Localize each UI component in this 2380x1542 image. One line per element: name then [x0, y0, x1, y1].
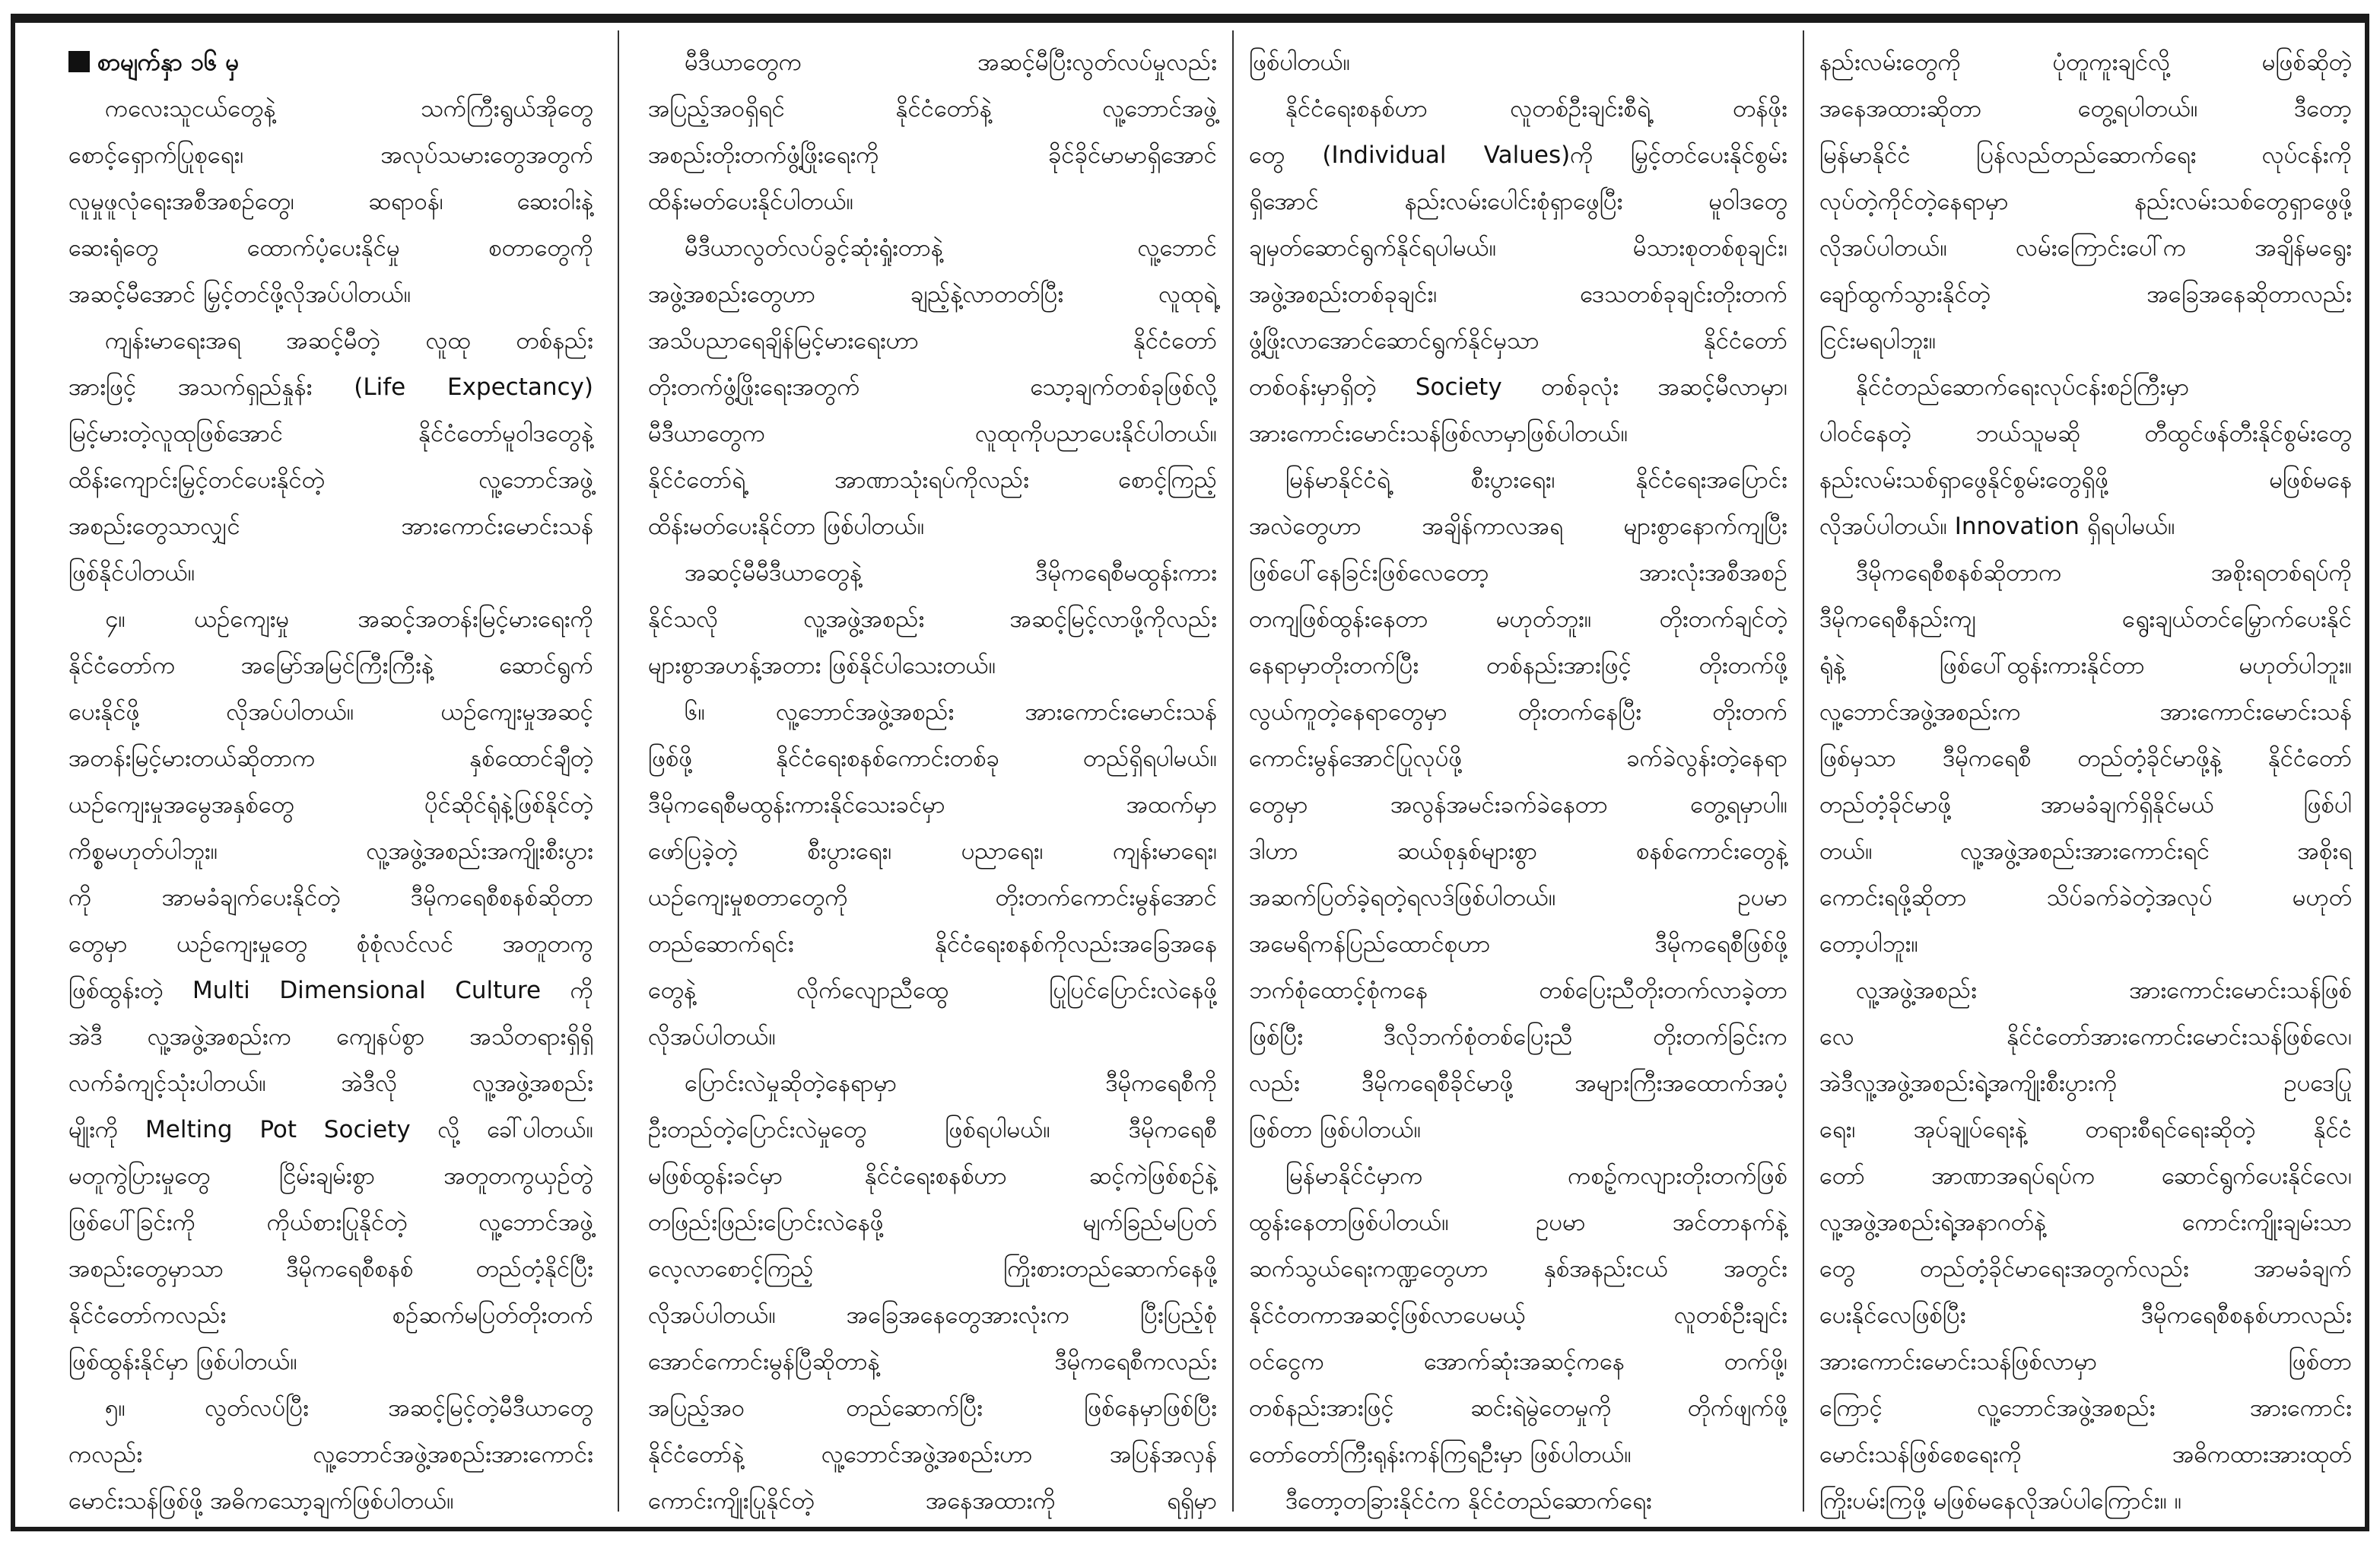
paragraph — [1249, 40, 1787, 86]
text-line: အဆင့်မီမီဒီယာတွေနဲ့ ဒီမိုကရေစီမထွန်းကား — [685, 559, 1217, 587]
text-line: မီဒီယာလွတ်လပ်ခွင့်ဆုံးရှုံးတာနဲ့ လူ့ဘောင် — [685, 234, 1217, 262]
column-divider — [1232, 30, 1234, 1512]
text-line: နည်းလမ်းတွေကို ပုံတူကူးချင်လို့ မဖြစ်ဆိုတဲ့ — [1819, 49, 2352, 76]
text-line: တွေ တည်တံ့ခိုင်မာရေးအတွက်လည်း အာမခံချက် — [1819, 1255, 2352, 1283]
continued-from-text: စာမျက်နှာ ၁၆ မှ — [97, 49, 240, 76]
text-line: ကျန်းမာရေးအရ အဆင့်မီတဲ့ လူထု တစ်နည်း — [105, 327, 593, 355]
text-line: အဲဒီ လူ့အဖွဲ့အစည်းက ကျေနပ်စွာ အသိတရားရှိရှိ — [68, 1023, 593, 1051]
text-line: ဆေးရုံတွေ ထောက်ပံ့ပေးနိုင်မှု စတာတွေကို — [68, 234, 593, 262]
text-line: ၆။ လူ့ဘောင်အဖွဲ့အစည်း အားကောင်းမောင်းသန် — [685, 698, 1217, 726]
text-line: ဘက်စုံထောင့်စုံကနေ တစ်ပြေးညီတိုးတက်လာခဲ့တာ — [1249, 977, 1787, 1004]
paragraph — [1819, 550, 2352, 968]
text-line: အဖွဲ့အစည်းတွေဟာ ချည့်နဲ့လာတတ်ပြီး လူထုရဲ့ — [648, 281, 1217, 308]
text-line: နိုင်သလို လူ့အဖွဲ့အစည်း အဆင့်မြင့်လာဖို့ကိုလည်း — [648, 606, 1217, 633]
text-line: ချော်ထွက်သွားနိုင်တဲ့ အခြေအနေဆိုတာလည်း — [1819, 281, 2352, 308]
paragraph — [648, 1060, 1217, 1525]
text-line: ယဉ်ကျေးမှုအမွေအနှစ်တွေ ပိုင်ဆိုင်ရုံနဲ့ဖြစ်နိုင်တဲ့ — [68, 791, 593, 819]
column-divider — [1803, 30, 1804, 1512]
text-line: ဖြစ်ပါတယ်။ — [1249, 49, 1351, 76]
text-line: လူ့ဘောင်အဖွဲ့အစည်းက အားကောင်းမောင်းသန် — [1819, 698, 2352, 726]
text-line: ချမှတ်ဆောင်ရွက်နိုင်ရပါမယ်။ မိသားစုတစ်စုချင်း၊ — [1249, 234, 1787, 262]
text-line: ဖြစ်ပေါ်ခြင်းကို ကိုယ်စားပြုနိုင်တဲ့ လူ့ဘောင်အဖွဲ့ — [68, 1209, 593, 1236]
text-line: ဖြစ်နိုင်ပါတယ်။ — [68, 559, 195, 587]
text-line: အဆက်ပြတ်ခဲ့ရတဲ့ရလဒ်ဖြစ်ပါတယ်။ ဥပမာ — [1249, 884, 1787, 911]
text-line: အဲဒီလူ့အဖွဲ့အစည်းရဲ့အကျိုးစီးပွားကို ဥပဒေပြု — [1819, 1070, 2352, 1097]
text-line: ဖော်ပြခဲ့တဲ့ စီးပွားရေး၊ ပညာရေး၊ ကျန်းမာရေး၊ — [648, 838, 1217, 865]
text-line: တော်တော်ကြီးရုန်းကန်ကြရဦးမှာ ဖြစ်ပါတယ်။ — [1249, 1441, 1632, 1468]
paragraph — [648, 689, 1217, 1060]
text-line: တော် အာဏာအရပ်ရပ်က ဆောင်ရွက်ပေးနိုင်လေ၊ — [1819, 1162, 2352, 1190]
text-line: ထိန်းကျောင်းမြှင့်တင်ပေးနိုင်တဲ့ လူ့ဘောင်အဖွဲ့ — [68, 466, 593, 494]
paragraph — [68, 318, 593, 596]
text-line: မြန်မာနိုင်ငံ ပြန်လည်တည်ဆောက်ရေး လုပ်ငန်းကို — [1819, 141, 2352, 169]
text-line: ယဉ်ကျေးမှုစတာတွေကို တိုးတက်ကောင်းမွန်အောင် — [648, 884, 1217, 911]
article-column-1 — [68, 40, 593, 1525]
text-line: ဖြစ်တာ ဖြစ်ပါတယ်။ — [1249, 1116, 1422, 1143]
text-line: မြန်မာနိုင်ငံမှာက ကစဉ့်ကလျားတိုးတက်ဖြစ် — [1285, 1162, 1787, 1190]
text-line: နိုင်ငံတော်နဲ့ လူ့ဘောင်အဖွဲ့အစည်းဟာ အပြန်အလှန် — [648, 1441, 1217, 1468]
text-line: ကလည်း လူ့ဘောင်အဖွဲ့အစည်းအားကောင်း — [68, 1441, 593, 1468]
text-line: တည်ဆောက်ရင်း နိုင်ငံရေးစနစ်ကိုလည်းအခြေအနေ — [648, 930, 1217, 958]
text-line: ကြိုးပမ်းကြဖို့ မဖြစ်မနေလိုအပ်ပါကြောင်း။ ။ — [1819, 1487, 2182, 1515]
text-line: အလဲတွေဟာ အချိန်ကာလအရ များစွာနောက်ကျပြီး — [1249, 513, 1787, 540]
text-line: အတန်းမြင့်မားတယ်ဆိုတာက နှစ်ထောင်ချီတဲ့ — [68, 745, 593, 772]
text-line: ဦးတည်တဲ့ပြောင်းလဲမှုတွေ ဖြစ်ရပါမယ်။ ဒီမိုကရေစီ — [648, 1116, 1217, 1143]
text-line: ဖြစ်ဖို့ နိုင်ငံရေးစနစ်ကောင်းတစ်ခု တည်ရှိရပါမယ်။ — [648, 745, 1217, 772]
paragraph — [1819, 968, 2352, 1525]
text-line: ကောင်းကျိုးပြုနိုင်တဲ့ အနေအထားကို ရရှိမှာ — [648, 1487, 1217, 1515]
text-line: မတူကွဲပြားမှုတွေ ငြိမ်းချမ်းစွာ အတူတကွယှဉ်တွဲ — [68, 1162, 593, 1190]
text-line: ဖြစ်မှသာ ဒီမိုကရေစီ တည်တံ့ခိုင်မာဖို့နဲ့ နိုင်ငံတော် — [1819, 745, 2352, 772]
text-line: လွယ်ကူတဲ့နေရာတွေမှာ တိုးတက်နေပြီး တိုးတက် — [1249, 698, 1787, 726]
text-line: မျိုးကို Melting Pot Society လို့ ခေါ်ပါတယ်။ — [68, 1116, 593, 1143]
text-line: တကျဖြစ်ထွန်းနေတာ မဟုတ်ဘူး။ တိုးတက်ချင်တဲ့ — [1249, 606, 1787, 633]
text-line: လိုအပ်ပါတယ်။ လမ်းကြောင်းပေါ်က အချိန်မရွေး — [1819, 234, 2352, 262]
text-line: အစည်းတွေမှာသာ ဒီမိုကရေစီစနစ် တည်တံ့နိုင်ပြီး — [68, 1255, 593, 1283]
text-line: ထိန်းမတ်ပေးနိုင်ပါတယ်။ — [648, 188, 854, 215]
text-line: ကောင်းရဖို့ဆိုတာ သိပ်ခက်ခဲတဲ့အလုပ် မဟုတ် — [1819, 884, 2352, 911]
text-line: မဖြစ်ထွန်းခင်မှာ နိုင်ငံရေးစနစ်ဟာ ဆင့်ကဲဖြစ်စဉ်နဲ့ — [648, 1162, 1217, 1190]
paragraph — [648, 40, 1217, 225]
text-line: ဒီတော့တခြားနိုင်ငံက နိုင်ငံတည်ဆောက်ရေး — [1285, 1487, 1652, 1515]
text-line: နိုင်ငံတော်ရဲ့ အာဏာသုံးရပ်ကိုလည်း စောင့်ကြည့် — [648, 466, 1217, 494]
text-line: မြန်မာနိုင်ငံရဲ့ စီးပွားရေး၊ နိုင်ငံရေးအပြောင်း — [1285, 466, 1787, 494]
text-line: လိုအပ်ပါတယ်။ Innovation ရှိရပါမယ်။ — [1819, 513, 2175, 540]
text-line: အားကောင်းမောင်းသန်ဖြစ်လာမှာ ဖြစ်တာ — [1819, 1348, 2352, 1375]
paragraph — [648, 550, 1217, 689]
text-line: ငြင်းမရပါဘူး။ — [1819, 327, 1937, 355]
text-line: ဝင်ငွေက အောက်ဆုံးအဆင့်ကနေ တက်ဖို့၊ — [1249, 1348, 1787, 1375]
column-divider — [618, 30, 619, 1512]
text-line: တစ်နည်းအားဖြင့် ဆင်းရဲမွဲတေမှုကို တိုက်ဖျက်ဖို့ — [1249, 1394, 1787, 1422]
text-line: လက်ခံကျင့်သုံးပါတယ်။ အဲဒီလို လူ့အဖွဲ့အစည်း — [68, 1070, 593, 1097]
text-line: နိုင်ငံတကာအဆင့်ဖြစ်လာပေမယ့် လူတစ်ဦးချင်း — [1249, 1302, 1787, 1329]
text-line: အပြည့်အဝ တည်ဆောက်ပြီး ဖြစ်နေမှာဖြစ်ပြီး — [648, 1394, 1217, 1422]
text-line: တစ်ဝန်းမှာရှိတဲ့ Society တစ်ခုလုံး အဆင့်မီလာမှာ၊ — [1249, 374, 1787, 401]
text-line: မောင်းသန်ဖြစ်စေရေးကို အဓိကထားအားထုတ် — [1819, 1441, 2352, 1468]
continued-from-label — [68, 40, 593, 86]
text-line: လူ့အဖွဲ့အစည်းရဲ့အနာဂတ်နဲ့ ကောင်းကျိုးချမ်းသာ — [1819, 1209, 2352, 1236]
text-line: ကိစ္စမဟုတ်ပါဘူး။ လူ့အဖွဲ့အစည်းအကျိုးစီးပွား — [68, 838, 593, 865]
text-line: စောင့်ရှောက်ပြုစုရေး၊ အလုပ်သမားတွေအတွက် — [68, 141, 593, 169]
text-line: တော့ပါဘူး။ — [1819, 930, 1918, 958]
paragraph — [1249, 1478, 1787, 1525]
paragraph — [68, 596, 593, 1385]
text-line: လုပ်တဲ့ကိုင်တဲ့နေရာမှာ နည်းလမ်းသစ်တွေရှာဖွေဖို့ — [1819, 188, 2352, 215]
text-line: လေ့လာစောင့်ကြည့် ကြိုးစားတည်ဆောက်နေဖို့ — [648, 1255, 1217, 1283]
text-line: တဖြည်းဖြည်းပြောင်းလဲနေဖို့ မျက်ခြည်မပြတ် — [648, 1209, 1217, 1236]
text-line: ဖြစ်ပေါ်နေခြင်းဖြစ်လေတော့ အားလုံးအစီအစဉ် — [1249, 559, 1787, 587]
text-line: ရုံနဲ့ ဖြစ်ပေါ်ထွန်းကားနိုင်တာ မဟုတ်ပါဘူး။ — [1819, 652, 2352, 679]
paragraph — [68, 86, 593, 318]
text-line: ဒီမိုကရေစီနည်းကျ ရွေးချယ်တင်မြှောက်ပေးနိုင် — [1819, 606, 2352, 633]
text-line: လိုအပ်ပါတယ်။ — [648, 1023, 776, 1051]
text-line: လိုအပ်ပါတယ်။ အခြေအနေတွေအားလုံးက ပြီးပြည့်စုံ — [648, 1302, 1217, 1329]
article-column-3 — [1249, 40, 1787, 1525]
text-line: တွေမှာ ယဉ်ကျေးမှုတွေ စုံစုံလင်လင် အတူတကွ — [68, 930, 593, 958]
text-line: တည်တံ့ခိုင်မာဖို့ အာမခံချက်ရှိနိုင်မယ် ဖြစ်ပါ — [1819, 791, 2352, 819]
text-line: လူမှုဖူလုံရေးအစီအစဉ်တွေ၊ ဆရာဝန်၊ ဆေးဝါးနဲ့ — [68, 188, 593, 215]
text-line: နည်းလမ်းသစ်ရှာဖွေနိုင်စွမ်းတွေရှိဖို့ မဖြစ်မနေ — [1819, 466, 2352, 494]
text-line: ဖြစ်ပြီး ဒီလိုဘက်စုံတစ်ပြေးညီ တိုးတက်ခြင်းက — [1249, 1023, 1787, 1051]
text-line: အဆင့်မီအောင် မြှင့်တင်ဖို့လိုအပ်ပါတယ်။ — [68, 281, 411, 308]
text-line: ဖွံ့ဖြိုးလာအောင်ဆောင်ရွက်နိုင်မှသာ နိုင်ငံတော် — [1249, 327, 1787, 355]
text-line: ဆက်သွယ်ရေးကဏ္ဍတွေဟာ နှစ်အနည်းငယ် အတွင်း — [1249, 1255, 1787, 1283]
text-line: အဖွဲ့အစည်းတစ်ခုချင်း၊ ဒေသတစ်ခုချင်းတိုးတက် — [1249, 281, 1787, 308]
paragraph — [1819, 364, 2352, 550]
paragraph — [68, 1385, 593, 1525]
text-line: ထိန်းမတ်ပေးနိုင်တာ ဖြစ်ပါတယ်။ — [648, 513, 925, 540]
text-line: ကြောင့် လူ့ဘောင်အဖွဲ့အစည်း အားကောင်း — [1819, 1394, 2352, 1422]
text-line: ထွန်းနေတာဖြစ်ပါတယ်။ ဥပမာ အင်တာနက်နဲ့ — [1249, 1209, 1787, 1236]
text-line: တွေ (Individual Values)ကို မြှင့်တင်ပေးနိုင်စွမ်း — [1249, 141, 1787, 169]
text-line: မောင်းသန်ဖြစ်ဖို့ အဓိကသော့ချက်ဖြစ်ပါတယ်။ — [68, 1487, 454, 1515]
text-line: ကို အာမခံချက်ပေးနိုင်တဲ့ ဒီမိုကရေစီစနစ်ဆိုတာ — [68, 884, 593, 911]
text-line: ပေးနိုင်ဖို့ လိုအပ်ပါတယ်။ ယဉ်ကျေးမှုအဆင့် — [68, 698, 593, 726]
black-square-icon — [68, 51, 90, 72]
text-line: ကလေးသူငယ်တွေနဲ့ သက်ကြီးရွယ်အိုတွေ — [105, 95, 593, 122]
paragraph — [1249, 86, 1787, 457]
text-line: နိုင်ငံတည်ဆောက်ရေးလုပ်ငန်းစဉ်ကြီးမှာ — [1856, 374, 2190, 401]
text-line: ဖြစ်ထွန်းနိုင်မှာ ဖြစ်ပါတယ်။ — [68, 1348, 297, 1375]
text-line: ရေး၊ အုပ်ချုပ်ရေးနဲ့ တရားစီရင်ရေးဆိုတဲ့ နိုင်ငံ — [1819, 1116, 2352, 1143]
text-line: လူ့အဖွဲ့အစည်း အားကောင်းမောင်းသန်ဖြစ် — [1856, 977, 2352, 1004]
text-line: ၅။ လွတ်လပ်ပြီး အဆင့်မြင့်တဲ့မီဒီယာတွေ — [105, 1394, 593, 1422]
text-line: မီဒီယာတွေက အဆင့်မီပြီးလွတ်လပ်မှုလည်း — [685, 49, 1217, 76]
text-line: အပြည့်အဝရှိရင် နိုင်ငံတော်နဲ့ လူ့ဘောင်အဖွဲ့ — [648, 95, 1217, 122]
paragraph — [648, 225, 1217, 550]
text-line: ပြောင်းလဲမှုဆိုတဲ့နေရာမှာ ဒီမိုကရေစီကို — [685, 1070, 1217, 1097]
text-line: နေရာမှာတိုးတက်ပြီး တစ်နည်းအားဖြင့် တိုးတက်ဖို့ — [1249, 652, 1787, 679]
paragraph — [1819, 40, 2352, 364]
text-line: ဒီမိုကရေစီမထွန်းကားနိုင်သေးခင်မှာ အထက်မှာ — [648, 791, 1217, 819]
text-line: တွေနဲ့ လိုက်လျောညီထွေ ပြုပြင်ပြောင်းလဲနေဖို့ — [648, 977, 1217, 1004]
text-line: ဖြစ်ထွန်းတဲ့ Multi Dimensional Culture ကို — [68, 977, 593, 1004]
text-line: တွေမှာ အလွန်အမင်းခက်ခဲနေတာ တွေ့ရမှာပါ။ — [1249, 791, 1787, 819]
text-line: လေ နိုင်ငံတော်အားကောင်းမောင်းသန်ဖြစ်လေ၊ — [1819, 1023, 2352, 1051]
article-column-4 — [1819, 40, 2352, 1525]
text-line: ဒီမိုကရေစီစနစ်ဆိုတာက အစိုးရတစ်ရပ်ကို — [1856, 559, 2352, 587]
text-line: အစည်းတိုးတက်ဖွံ့ဖြိုးရေးကို ခိုင်ခိုင်မာမာရှိအောင် — [648, 141, 1217, 169]
text-line: အားကောင်းမောင်းသန်ဖြစ်လာမှာဖြစ်ပါတယ်။ — [1249, 420, 1629, 447]
text-line: အနေအထားဆိုတာ တွေ့ရပါတယ်။ ဒီတော့ — [1819, 95, 2352, 122]
text-line: အောင်ကောင်းမွန်ပြီဆိုတာနဲ့ ဒီမိုကရေစီကလည်း — [648, 1348, 1217, 1375]
text-line: အားဖြင့် အသက်ရှည်နှုန်း (Life Expectancy) — [68, 374, 593, 401]
text-line: တိုးတက်ဖွံ့ဖြိုးရေးအတွက် သော့ချက်တစ်ခုဖြစ်လို့ — [648, 374, 1217, 401]
text-line: ပါဝင်နေတဲ့ ဘယ်သူမဆို တီထွင်ဖန်တီးနိုင်စွမ်းတွေ — [1819, 420, 2352, 447]
text-line: ကောင်းမွန်အောင်ပြုလုပ်ဖို့ ခက်ခဲလွန်းတဲ့နေရာ — [1249, 745, 1787, 772]
text-line: အမေရိကန်ပြည်ထောင်စုဟာ ဒီမိုကရေစီဖြစ်ဖို့ — [1249, 930, 1787, 958]
text-line: မြင့်မားတဲ့လူထုဖြစ်အောင် နိုင်ငံတော်မူဝါဒတွေနဲ့ — [68, 420, 593, 447]
text-line: နိုင်ငံတော်ကလည်း စဉ်ဆက်မပြတ်တိုးတက် — [68, 1302, 593, 1329]
text-line: ပေးနိုင်လေဖြစ်ပြီး ဒီမိုကရေစီစနစ်ဟာလည်း — [1819, 1302, 2352, 1329]
text-line: ၄။ ယဉ်ကျေးမှု အဆင့်အတန်းမြင့်မားရေးကို — [105, 606, 593, 633]
text-line: ဒါဟာ ဆယ်စုနှစ်များစွာ စနစ်ကောင်းတွေနဲ့ — [1249, 838, 1787, 865]
text-line: တယ်။ လူ့အဖွဲ့အစည်းအားကောင်းရင် အစိုးရ — [1819, 838, 2352, 865]
paragraph — [1249, 1153, 1787, 1478]
text-line: ရှိအောင် နည်းလမ်းပေါင်းစုံရှာဖွေပြီး မူဝါဒတွေ — [1249, 188, 1787, 215]
paragraph — [1249, 457, 1787, 1153]
text-line: လည်း ဒီမိုကရေစီခိုင်မာဖို့ အများကြီးအထောက်အပံ့ — [1249, 1070, 1787, 1097]
text-line: အစည်းတွေသာလျှင် အားကောင်းမောင်းသန် — [68, 513, 593, 540]
text-line: များစွာအဟန့်အတား ဖြစ်နိုင်ပါသေးတယ်။ — [648, 652, 996, 679]
text-line: နိုင်ငံတော်က အမြော်အမြင်ကြီးကြီးနဲ့ ဆောင်ရွက် — [68, 652, 593, 679]
text-line: နိုင်ငံရေးစနစ်ဟာ လူတစ်ဦးချင်းစီရဲ့ တန်ဖိုး — [1285, 95, 1787, 122]
text-line: အသိပညာရေချိန်မြင့်မားရေးဟာ နိုင်ငံတော် — [648, 327, 1217, 355]
article-column-2 — [648, 40, 1217, 1525]
text-line: မီဒီယာတွေက လူထုကိုပညာပေးနိုင်ပါတယ်။ — [648, 420, 1217, 447]
